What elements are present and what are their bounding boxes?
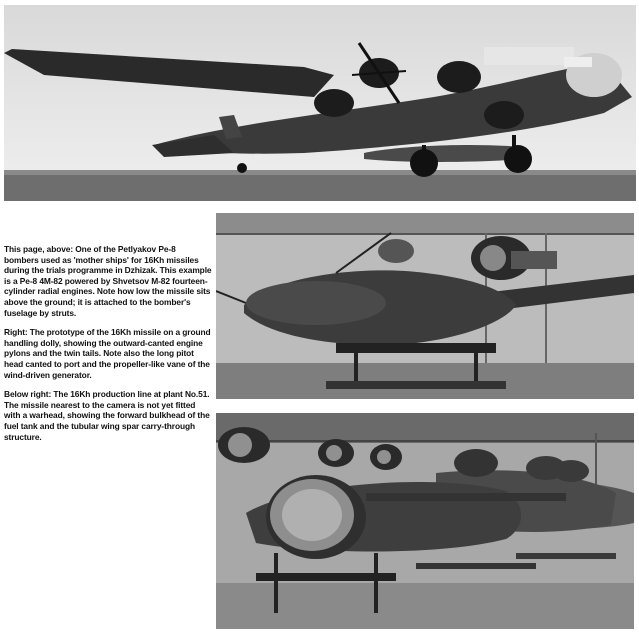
- caption-below-right: Below right: The 16Kh production line at plant No.51. The missile nearest to the camera is not yet fitted with a warhead, showing the forward bulkhead of the fuel tank and the tubular wing spar carry-through structure.: [4, 389, 210, 442]
- caption-right: Right: The prototype of the 16Kh missile on a ground handling dolly, showing the outward-canted engine pylons and the twin tails. Note also the long pitot head canted to port and the propeller-like vane of the wind-driven generator.: [4, 327, 211, 380]
- caption-above: This page, above: One of the Petlyakov Pe-8 bombers used as 'mother ships' for 16Kh missiles during the trials programme in Dzhizak. This example is a Pe-8 4M-82 powered by Shvetsov M-82 fourteen-cylinder radial engines. Note how low the missile sits above the ground; it is attached to the bomber's fuselage by struts.: [4, 244, 212, 318]
- photo-16kh-prototype: [216, 213, 634, 399]
- caption-column: [4, 244, 212, 451]
- photo-16kh-production-line: [216, 413, 634, 629]
- photo-pe8-bomber: [4, 5, 636, 201]
